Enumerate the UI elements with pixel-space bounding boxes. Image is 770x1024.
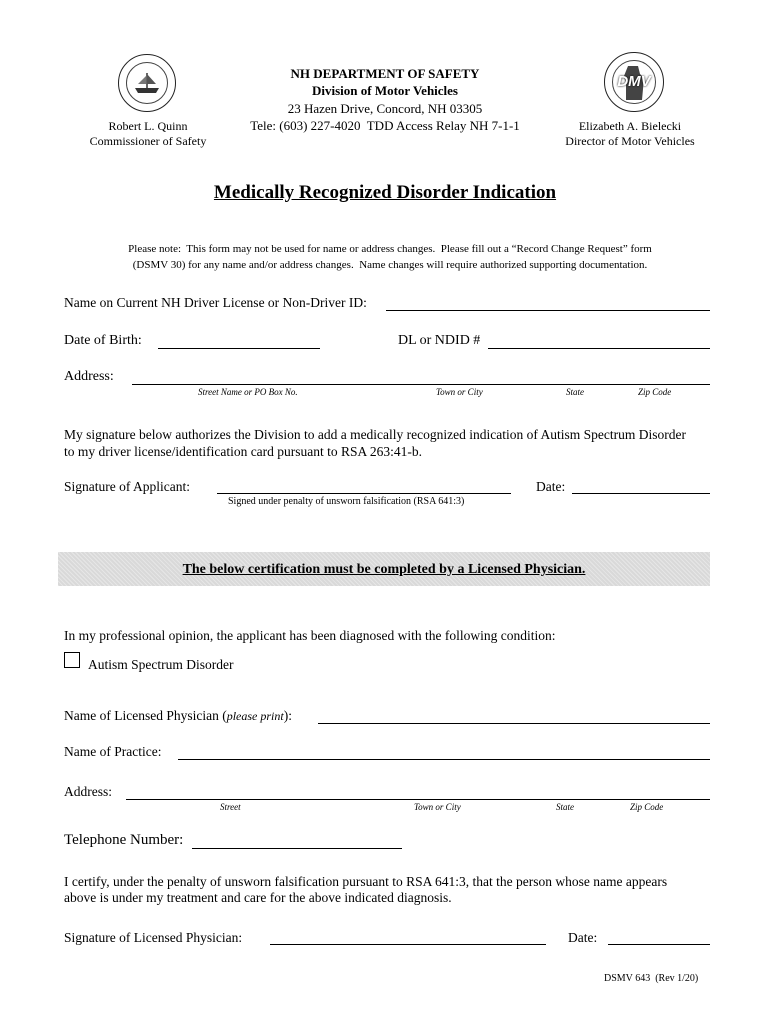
physician-section-heading: The below certification must be completed by a Licensed Physician. bbox=[182, 562, 586, 577]
commissioner-title: Commissioner of Safety bbox=[89, 134, 207, 148]
town-hint: Town or City bbox=[436, 387, 483, 397]
dob-label: Date of Birth: bbox=[64, 333, 142, 348]
physician-town-hint: Town or City bbox=[414, 802, 461, 812]
department-title: NH DEPARTMENT OF SAFETY bbox=[290, 66, 480, 81]
physician-name-label bbox=[64, 708, 292, 724]
applicant-date-label: Date: bbox=[536, 479, 566, 494]
dmv-logo-text: DMV bbox=[617, 73, 651, 90]
division-name: Division of Motor Vehicles bbox=[311, 83, 458, 98]
applicant-signature-field[interactable] bbox=[217, 493, 511, 494]
please-print-hint: please print bbox=[226, 709, 284, 723]
commissioner-name: Robert L. Quinn bbox=[108, 119, 188, 133]
department-address: 23 Hazen Drive, Concord, NH 03305 bbox=[287, 101, 483, 116]
license-name-field[interactable] bbox=[386, 310, 710, 311]
zip-hint: Zip Code bbox=[638, 387, 672, 397]
physician-signature-field[interactable] bbox=[270, 944, 546, 945]
physician-name-label-start: Name of Licensed Physician ( bbox=[64, 708, 227, 723]
dl-number-field[interactable] bbox=[488, 348, 710, 349]
autism-checkbox-label: Autism Spectrum Disorder bbox=[88, 657, 234, 672]
telephone-field[interactable] bbox=[192, 848, 402, 849]
certification-text-line-1: I certify, under the penalty of unsworn falsification pursuant to RSA 641:3, that the person whose name appears bbox=[64, 874, 668, 889]
signature-penalty-note: Signed under penalty of unsworn falsification (RSA 641:3) bbox=[228, 496, 465, 507]
physician-address-label: Address: bbox=[64, 784, 112, 799]
license-name-label: Name on Current NH Driver License or Non-Driver ID: bbox=[64, 295, 367, 310]
physician-signature-label: Signature of Licensed Physician: bbox=[64, 930, 243, 945]
diagnosis-opinion-text: In my professional opinion, the applicant has been diagnosed with the following condition: bbox=[64, 628, 556, 643]
applicant-signature-label: Signature of Applicant: bbox=[64, 479, 190, 494]
autism-checkbox[interactable] bbox=[64, 652, 80, 668]
form-note-line-2: (DSMV 30) for any name and/or address changes. Name changes will require authorized supporting documentation. bbox=[132, 259, 648, 271]
director-title: Director of Motor Vehicles bbox=[565, 134, 695, 148]
physician-address-field[interactable] bbox=[126, 799, 710, 800]
practice-name-label: Name of Practice: bbox=[64, 744, 162, 759]
physician-state-hint: State bbox=[556, 802, 574, 812]
form-title: Medically Recognized Disorder Indication bbox=[213, 182, 557, 203]
applicant-address-field[interactable] bbox=[132, 384, 710, 385]
applicant-date-field[interactable] bbox=[572, 493, 710, 494]
dl-number-label: DL or NDID # bbox=[398, 333, 481, 348]
form-note-line-1: Please note: This form may not be used for name or address changes. Please fill out a “Record Change Request” form bbox=[128, 243, 652, 255]
physician-name-field[interactable] bbox=[318, 723, 710, 724]
certification-text-line-2: above is under my treatment and care for the above indicated diagnosis. bbox=[64, 890, 452, 905]
form-number: DSMV 643 (Rev 1/20) bbox=[604, 973, 699, 984]
state-hint: State bbox=[566, 387, 584, 397]
physician-zip-hint: Zip Code bbox=[630, 802, 664, 812]
authorization-text-line-1: My signature below authorizes the Division to add a medically recognized indication of Autism Spectrum Disorder bbox=[64, 427, 686, 442]
applicant-address-label: Address: bbox=[64, 369, 114, 384]
dob-field[interactable] bbox=[158, 348, 320, 349]
practice-name-field[interactable] bbox=[178, 759, 710, 760]
department-phone: Tele: (603) 227-4020 TDD Access Relay NH 7-1-1 bbox=[250, 118, 520, 133]
physician-date-label: Date: bbox=[568, 930, 598, 945]
authorization-text-line-2: to my driver license/identification card pursuant to RSA 263:41-b. bbox=[64, 444, 423, 459]
physician-date-field[interactable] bbox=[608, 944, 710, 945]
physician-name-label-end: ): bbox=[283, 708, 292, 723]
street-hint: Street Name or PO Box No. bbox=[198, 387, 298, 397]
telephone-label: Telephone Number: bbox=[64, 832, 184, 848]
director-name: Elizabeth A. Bielecki bbox=[578, 119, 682, 133]
physician-street-hint: Street bbox=[220, 802, 241, 812]
